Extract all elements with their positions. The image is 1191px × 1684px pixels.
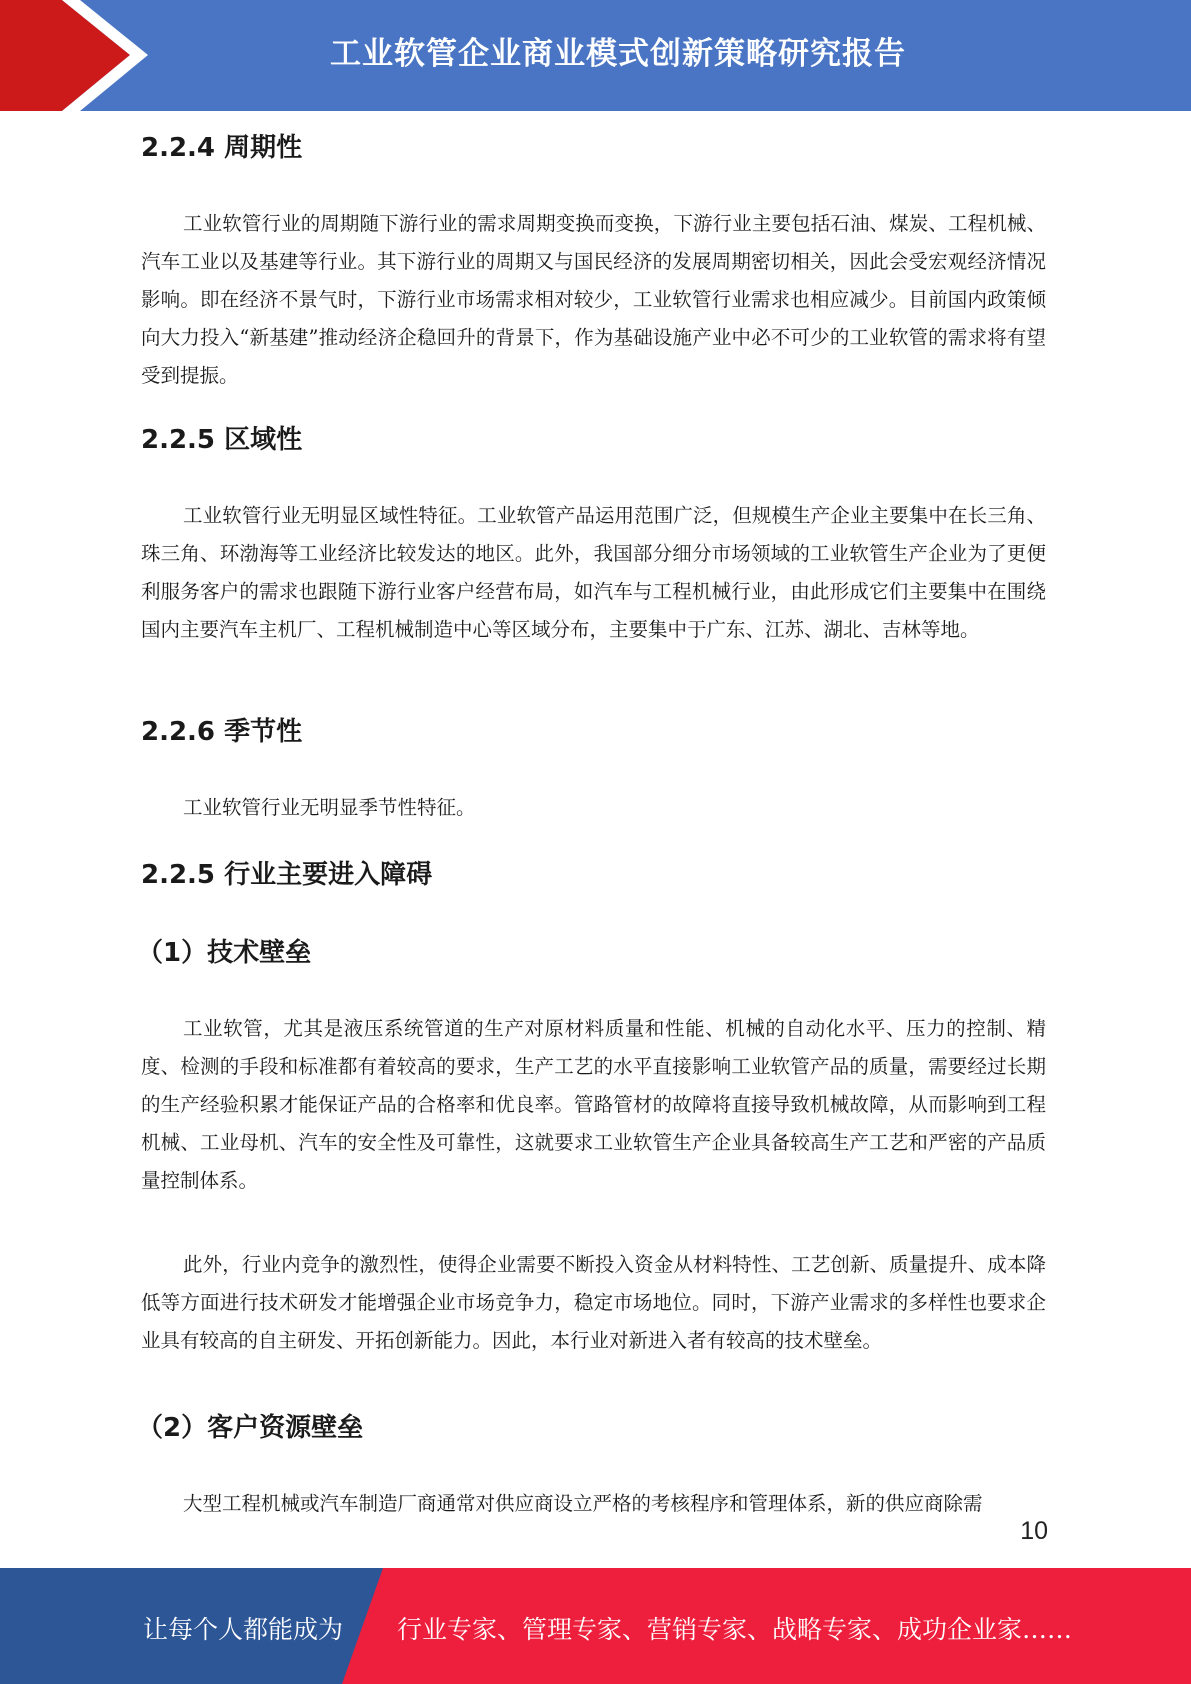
section-2-2-4-body (141, 205, 1046, 395)
subsection-heading: （2）客户资源壁垒 (137, 1413, 364, 1443)
page-number: 10 (1020, 1517, 1048, 1545)
paragraph: 工业软管行业无明显季节性特征。 (183, 796, 476, 819)
section-heading: 2.2.6 季节性 (141, 717, 303, 747)
subsection-tech-barrier-body-2 (141, 1246, 1046, 1360)
page-footer (0, 1568, 1191, 1684)
subsection-tech-barrier (137, 933, 1042, 973)
section-2-2-4 (141, 128, 1046, 168)
section-2-2-6-body (141, 789, 1046, 827)
subsection-heading: （1）技术壁垒 (137, 938, 312, 968)
section-2-2-6 (141, 712, 1046, 752)
subsection-tech-barrier-body-1 (141, 1010, 1046, 1200)
footer-slogan-left: 让每个人都能成为 (143, 1615, 344, 1644)
footer-slogan-right: 行业专家、管理专家、营销专家、战略专家、成功企业家…… (397, 1615, 1073, 1644)
paragraph: 工业软管，尤其是液压系统管道的生产对原材料质量和性能、机械的自动化水平、压力的控制、精度、检测的手段和标准都有着较高的要求，生产工艺的水平直接影响工业软管产品的质量，需要经过长期的生产经验积累才能保证产品的合格率和优良率。管路管材的故障将直接导致机械故障，从而影响到工程机械、工业母机、汽车的安全性及可靠性，这就要求工业软管生产企业具备较高生产工艺和严密的产品质量控制体系。 (141, 1017, 1046, 1192)
section-heading: 2.2.5 区域性 (141, 425, 303, 455)
section-2-2-5-body (141, 497, 1046, 649)
subsection-customer-barrier-body (141, 1485, 1046, 1523)
subsection-customer-barrier (137, 1408, 1042, 1448)
paragraph: 此外，行业内竞争的激烈性，使得企业需要不断投入资金从材料特性、工艺创新、质量提升、成本降低等方面进行技术研发才能增强企业市场竞争力，稳定市场地位。同时，下游产业需求的多样性也要求企业具有较高的自主研发、开拓创新能力。因此，本行业对新进入者有较高的技术壁垒。 (141, 1253, 1046, 1352)
section-entry-barriers (141, 855, 1046, 895)
section-2-2-5 (141, 420, 1046, 460)
section-heading: 2.2.4 周期性 (141, 133, 303, 163)
paragraph: 工业软管行业的周期随下游行业的需求周期变换而变换，下游行业主要包括石油、煤炭、工程机械、汽车工业以及基建等行业。其下游行业的周期又与国民经济的发展周期密切相关，因此会受宏观经济情况影响。即在经济不景气时，下游行业市场需求相对较少，工业软管行业需求也相应减少。目前国内政策倾向大力投入“新基建”推动经济企稳回升的背景下，作为基础设施产业中必不可少的工业软管的需求将有望受到提振。 (141, 212, 1046, 387)
paragraph: 工业软管行业无明显区域性特征。工业软管产品运用范围广泛，但规模生产企业主要集中在长三角、珠三角、环渤海等工业经济比较发达的地区。此外，我国部分细分市场领域的工业软管生产企业为了更便利服务客户的需求也跟随下游行业客户经营布局，如汽车与工程机械行业，由此形成它们主要集中在围绕国内主要汽车主机厂、工程机械制造中心等区域分布，主要集中于广东、江苏、湖北、吉林等地。 (141, 504, 1046, 641)
paragraph: 大型工程机械或汽车制造厂商通常对供应商设立严格的考核程序和管理体系，新的供应商除需 (183, 1492, 983, 1515)
report-title: 工业软管企业商业模式创新策略研究报告 (330, 36, 906, 72)
page-header (0, 0, 1191, 111)
section-heading: 2.2.5 行业主要进入障碍 (141, 860, 433, 890)
